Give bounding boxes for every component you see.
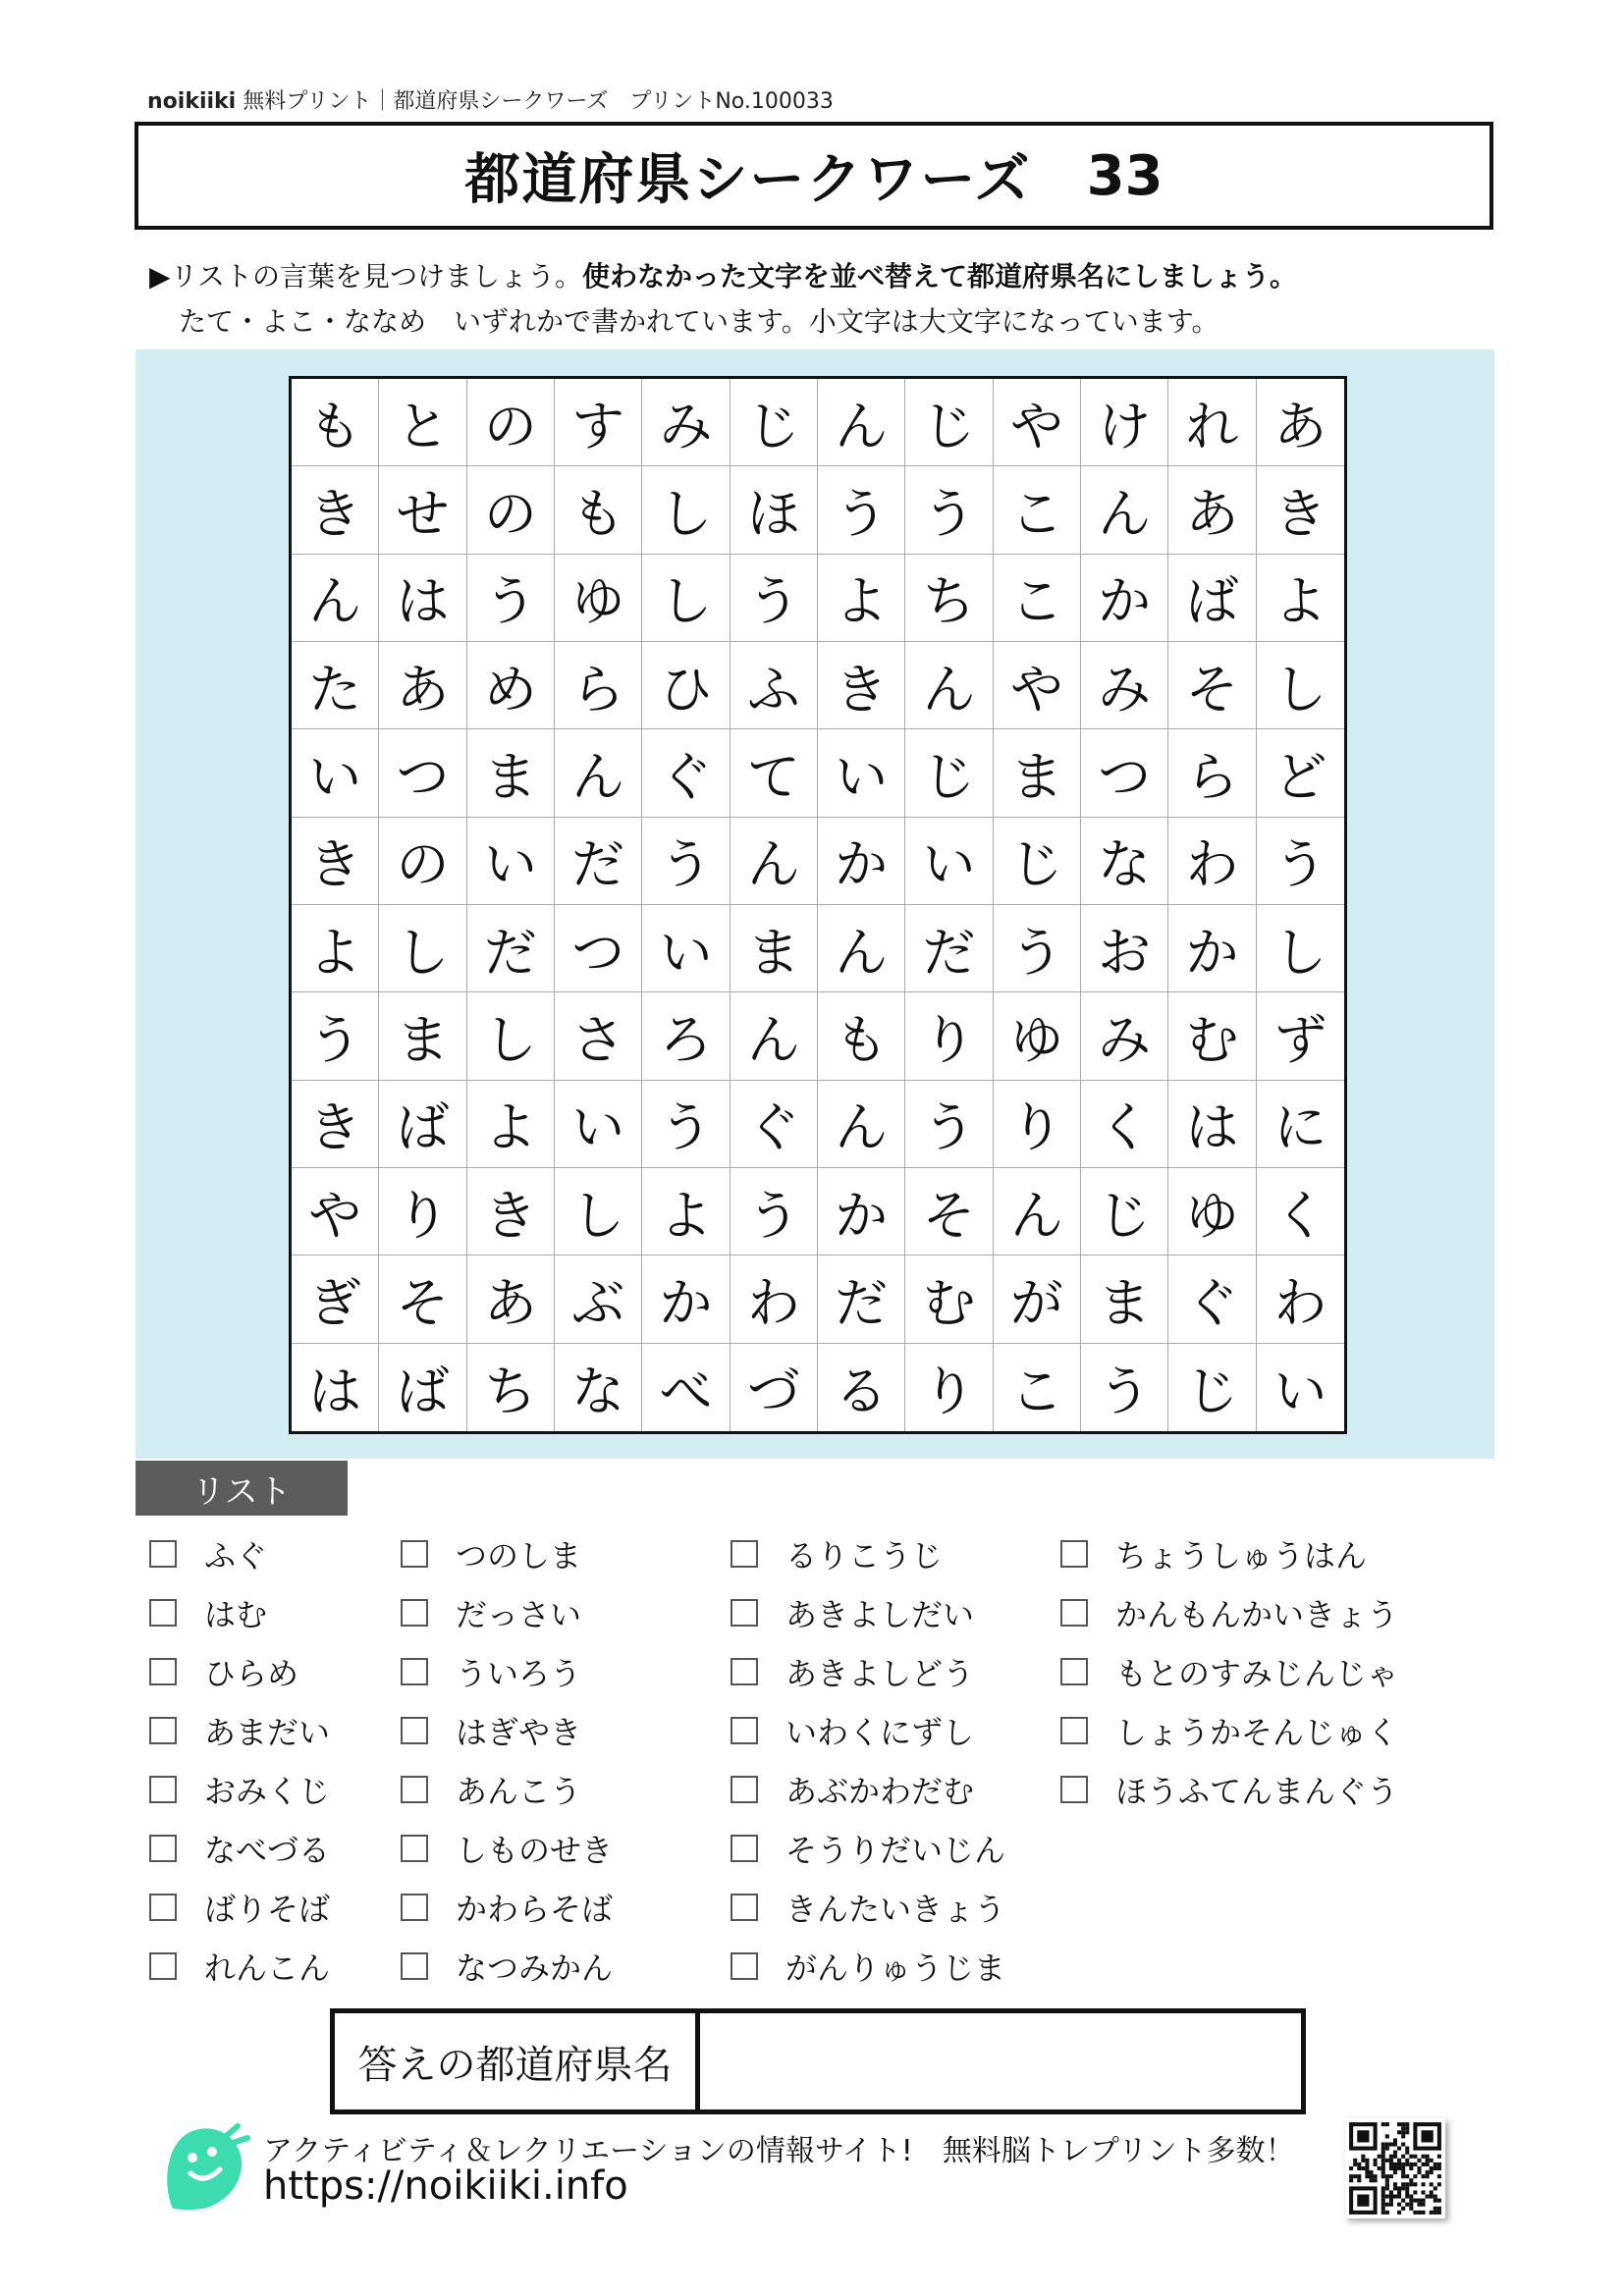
list-item-label: つのしま (456, 1537, 582, 1575)
grid-cell[interactable]: う (994, 905, 1081, 992)
list-item-label: おみくじ (204, 1773, 331, 1810)
grid-cell[interactable]: ぶ (555, 1255, 642, 1343)
list-item (149, 1767, 330, 1812)
list-item-label: もとのすみじんじゃ (1115, 1655, 1399, 1692)
grid-cell[interactable]: く (1257, 1168, 1344, 1255)
grid-cell[interactable]: わ (1168, 818, 1256, 905)
grid-cell[interactable]: も (292, 379, 379, 466)
grid-cell[interactable]: み (642, 379, 730, 466)
grid-cell[interactable]: し (1257, 642, 1344, 729)
grid-cell[interactable]: あ (1168, 466, 1256, 554)
brand-name: noikiiki (147, 89, 237, 114)
grid-cell[interactable]: い (292, 729, 379, 817)
grid-cell[interactable]: ぐ (642, 729, 730, 817)
grid-cell[interactable]: に (1257, 1081, 1344, 1168)
list-item (731, 1767, 974, 1812)
list-label: リスト (135, 1461, 348, 1516)
grid-cell[interactable]: ふ (731, 642, 818, 729)
grid-cell[interactable]: そ (1168, 642, 1256, 729)
grid-cell[interactable]: う (1257, 818, 1344, 905)
page-title: 都道府県シークワーズ (464, 148, 1032, 212)
grid-cell[interactable]: だ (818, 1255, 905, 1343)
grid-cell[interactable]: ぐ (731, 1081, 818, 1168)
list-item (1060, 1649, 1398, 1694)
grid-cell[interactable]: き (818, 642, 905, 729)
grid-cell[interactable]: せ (379, 466, 466, 554)
list-item (149, 1885, 330, 1930)
grid-cell[interactable]: ん (905, 642, 993, 729)
grid-cell[interactable]: う (818, 466, 905, 554)
grid-cell[interactable]: ん (292, 555, 379, 642)
list-item (401, 1767, 581, 1812)
grid-cell[interactable]: く (1081, 1081, 1168, 1168)
list-item (149, 1590, 267, 1635)
checkbox[interactable] (149, 1952, 177, 1980)
grid-cell[interactable]: こ (994, 466, 1081, 554)
print-header (147, 84, 834, 115)
grid-cell[interactable]: こ (994, 1344, 1081, 1431)
grid-cell[interactable]: う (467, 555, 555, 642)
print-subtitle: 無料プリント｜都道府県シークワーズ プリントNo.100033 (243, 89, 834, 114)
grid-cell[interactable]: ぐ (1168, 1255, 1256, 1343)
grid-cell[interactable]: そ (905, 1168, 993, 1255)
answer-box (330, 2008, 1306, 2114)
list-item-label: あまだい (204, 1714, 331, 1751)
grid-cell[interactable]: ば (1168, 555, 1256, 642)
grid-cell[interactable]: ん (731, 818, 818, 905)
list-item-label: ちょうしゅうはん (1115, 1537, 1368, 1575)
grid-cell[interactable]: の (379, 818, 466, 905)
grid-cell[interactable]: ん (818, 379, 905, 466)
checkbox[interactable] (1060, 1540, 1088, 1568)
grid-cell[interactable]: た (292, 642, 379, 729)
grid-cell[interactable]: つ (555, 905, 642, 992)
grid-cell[interactable]: い (467, 818, 555, 905)
grid-cell[interactable]: や (994, 379, 1081, 466)
grid-cell[interactable]: づ (731, 1344, 818, 1431)
checkbox[interactable] (149, 1835, 177, 1862)
grid-cell[interactable]: し (642, 466, 730, 554)
list-item-label: るりこうじ (785, 1537, 944, 1575)
grid-cell[interactable]: ゆ (555, 555, 642, 642)
answer-label: 答えの都道府県名 (335, 2013, 700, 2109)
grid-cell[interactable]: よ (642, 1168, 730, 1255)
grid-cell[interactable]: ろ (642, 992, 730, 1080)
grid-cell[interactable]: も (555, 466, 642, 554)
grid-cell[interactable]: つ (1081, 729, 1168, 817)
grid-cell[interactable]: れ (1168, 379, 1256, 466)
checkbox[interactable] (401, 1717, 428, 1744)
grid-cell[interactable]: な (1081, 818, 1168, 905)
grid-cell[interactable]: じ (1168, 1344, 1256, 1431)
list-item-label: あきよしどう (785, 1655, 975, 1692)
grid-cell[interactable]: け (1081, 379, 1168, 466)
checkbox[interactable] (731, 1894, 758, 1921)
grid-cell[interactable]: き (292, 466, 379, 554)
list-item (731, 1708, 974, 1753)
list-item (1060, 1531, 1367, 1576)
grid-cell[interactable]: り (379, 1168, 466, 1255)
grid-cell[interactable]: ゆ (994, 992, 1081, 1080)
grid-cell[interactable]: は (379, 555, 466, 642)
list-item (731, 1826, 1005, 1871)
grid-cell[interactable]: ま (379, 992, 466, 1080)
grid-cell[interactable]: ら (555, 642, 642, 729)
grid-cell[interactable]: ち (467, 1344, 555, 1431)
grid-cell[interactable]: ら (1168, 729, 1256, 817)
noikiiki-mascot-icon (155, 2118, 253, 2216)
list-item (401, 1826, 613, 1871)
list-item-label: はぎやき (456, 1714, 582, 1751)
grid-cell[interactable]: ま (1081, 1255, 1168, 1343)
grid-cell[interactable]: じ (1081, 1168, 1168, 1255)
grid-cell[interactable]: い (1273, 1360, 1327, 1422)
grid-cell[interactable]: ぎ (292, 1255, 379, 1343)
grid-cell[interactable]: う (642, 818, 730, 905)
list-item-label: れんこん (204, 1949, 331, 1987)
title-box (135, 122, 1493, 230)
grid-cell[interactable]: き (292, 1081, 379, 1168)
list-item-label: ばりそば (204, 1891, 331, 1928)
checkbox[interactable] (731, 1835, 758, 1862)
list-item-label: しょうかそんじゅく (1115, 1714, 1399, 1751)
grid-cell[interactable]: も (818, 992, 905, 1080)
list-item-label: はむ (204, 1596, 268, 1633)
grid-cell[interactable]: ま (467, 729, 555, 817)
grid-cell[interactable]: じ (905, 379, 993, 466)
grid-cell[interactable]: が (994, 1255, 1081, 1343)
grid-cell[interactable]: わ (731, 1255, 818, 1343)
grid-cell[interactable]: の (467, 466, 555, 554)
list-item (401, 1708, 581, 1753)
grid-cell[interactable]: う (642, 1081, 730, 1168)
grid-cell[interactable]: う (1081, 1344, 1168, 1431)
list-item (731, 1531, 943, 1576)
checkbox[interactable] (1060, 1658, 1088, 1685)
grid-cell[interactable]: ち (905, 555, 993, 642)
grid-cell[interactable]: べ (642, 1344, 730, 1431)
list-item-label: だっさい (456, 1596, 582, 1633)
grid-cell[interactable]: そ (379, 1255, 466, 1343)
grid-cell[interactable]: し (642, 555, 730, 642)
checkbox[interactable] (731, 1599, 758, 1627)
list-item (1060, 1590, 1398, 1635)
grid-cell[interactable]: つ (379, 729, 466, 817)
grid-cell[interactable]: み (1081, 992, 1168, 1080)
checkbox[interactable] (731, 1952, 758, 1980)
grid-cell[interactable]: ま (731, 905, 818, 992)
grid-cell[interactable]: だ (905, 905, 993, 992)
grid-cell[interactable]: て (731, 729, 818, 817)
grid-cell[interactable]: お (1081, 905, 1168, 992)
grid-cell[interactable]: り (994, 1081, 1081, 1168)
grid-cell[interactable]: ん (555, 729, 642, 817)
grid-cell[interactable]: し (1257, 905, 1344, 992)
grid-cell[interactable]: ん (731, 992, 818, 1080)
checkbox[interactable] (149, 1776, 177, 1803)
grid-cell[interactable]: む (1168, 992, 1256, 1080)
list-item (731, 1649, 974, 1694)
list-item-label: がんりゅうじま (785, 1949, 1006, 1987)
list-item (149, 1826, 330, 1871)
grid-cell[interactable]: だ (555, 818, 642, 905)
grid-cell[interactable]: む (905, 1255, 993, 1343)
grid-cell[interactable]: だ (467, 905, 555, 992)
grid-cell[interactable]: よ (292, 905, 379, 992)
grid-cell[interactable]: め (467, 642, 555, 729)
list-item-label: かわらそば (456, 1891, 614, 1928)
grid-cell[interactable]: き (292, 818, 379, 905)
grid-cell[interactable]: さ (555, 992, 642, 1080)
grid-cell[interactable]: い (818, 729, 905, 817)
grid-cell[interactable]: う (731, 555, 818, 642)
grid-cell[interactable]: ば (379, 1081, 466, 1168)
grid-cell[interactable]: の (467, 379, 555, 466)
qr-code-icon (1345, 2118, 1445, 2218)
grid-cell[interactable]: し (379, 905, 466, 992)
checkbox[interactable] (731, 1658, 758, 1685)
checkbox[interactable] (731, 1540, 758, 1568)
list-item-label: きんたいきょう (785, 1891, 1006, 1928)
grid-cell[interactable]: ん (818, 905, 905, 992)
grid-cell[interactable]: ど (1257, 729, 1344, 817)
grid-cell[interactable]: ほ (731, 466, 818, 554)
checkbox[interactable] (401, 1599, 428, 1627)
instruction-emphasis: 使わなかった文字を並べ替えて都道府県名にしましょう。 (581, 260, 1297, 293)
grid-cell[interactable]: あ (1257, 379, 1344, 466)
list-item-label: なべづる (204, 1832, 331, 1869)
grid-cell[interactable]: あ (467, 1255, 555, 1343)
grid-cell[interactable]: あ (379, 642, 466, 729)
grid-cell[interactable]: じ (731, 379, 818, 466)
list-item (149, 1649, 298, 1694)
grid-cell[interactable]: う (731, 1168, 818, 1255)
list-item (401, 1944, 613, 1989)
grid-cell[interactable]: ん (818, 1081, 905, 1168)
grid-cell[interactable]: う (905, 466, 993, 554)
checkbox[interactable] (1060, 1599, 1088, 1627)
list-item-label: なつみかん (456, 1949, 614, 1987)
checkbox[interactable] (149, 1717, 177, 1744)
list-item-label: かんもんかいきょう (1115, 1596, 1399, 1633)
grid-cell[interactable]: い (905, 818, 993, 905)
checkbox[interactable] (401, 1952, 428, 1980)
grid-cell[interactable]: じ (905, 729, 993, 817)
grid-cell[interactable]: よ (467, 1081, 555, 1168)
grid-cell[interactable]: ば (379, 1344, 466, 1431)
grid-cell[interactable]: か (642, 1255, 730, 1343)
checkbox[interactable] (149, 1540, 177, 1568)
grid-cell[interactable]: ん (994, 1168, 1081, 1255)
grid-cell[interactable]: じ (994, 818, 1081, 905)
grid-cell[interactable]: わ (1257, 1255, 1344, 1343)
list-item-label: ほうふてんまんぐう (1115, 1773, 1399, 1810)
instruction-line-1 (149, 255, 1297, 294)
grid-cell[interactable]: ず (1257, 992, 1344, 1080)
grid-cell[interactable]: し (467, 992, 555, 1080)
list-item (731, 1885, 1005, 1930)
grid-cell[interactable]: い (642, 905, 730, 992)
grid-cell[interactable]: よ (1257, 555, 1344, 642)
grid-cell[interactable]: し (555, 1168, 642, 1255)
checkbox[interactable] (401, 1776, 428, 1803)
grid-cell[interactable]: は (292, 1344, 379, 1431)
footer-url[interactable]: https://noikiiki.info (263, 2163, 628, 2209)
grid-cell[interactable]: か (1081, 555, 1168, 642)
grid-cell[interactable]: う (292, 992, 379, 1080)
grid-cell[interactable]: は (1168, 1081, 1256, 1168)
checkbox[interactable] (149, 1658, 177, 1685)
checkbox[interactable] (731, 1717, 758, 1744)
list-item (401, 1590, 581, 1635)
list-item-label: そうりだいじん (785, 1832, 1006, 1869)
list-item-label: いわくにずし (785, 1714, 975, 1751)
checkbox[interactable] (401, 1658, 428, 1685)
grid-cell[interactable]: や (994, 642, 1081, 729)
checkbox[interactable] (401, 1894, 428, 1921)
list-item-label: ひらめ (204, 1655, 299, 1692)
grid-cell[interactable]: と (379, 379, 466, 466)
grid-cell[interactable]: ま (994, 729, 1081, 817)
print-number: 33 (1086, 143, 1164, 208)
grid-cell[interactable]: か (818, 818, 905, 905)
list-item (1060, 1767, 1398, 1812)
grid-cell[interactable]: ゆ (1168, 1168, 1256, 1255)
checkbox[interactable] (401, 1835, 428, 1862)
grid-cell[interactable]: こ (994, 555, 1081, 642)
checkbox[interactable] (1060, 1717, 1088, 1744)
grid-cell[interactable]: き (467, 1168, 555, 1255)
list-item (731, 1590, 974, 1635)
list-item (731, 1944, 1005, 1989)
list-item (149, 1708, 330, 1753)
grid-cell[interactable]: る (818, 1344, 905, 1431)
grid-cell[interactable]: り (905, 1344, 993, 1431)
list-item-label: ふぐ (204, 1537, 268, 1575)
grid-cell[interactable]: な (555, 1344, 642, 1431)
list-item (149, 1944, 330, 1989)
list-item (401, 1531, 581, 1576)
list-item (401, 1885, 613, 1930)
checkbox[interactable] (731, 1776, 758, 1803)
checkbox[interactable] (149, 1894, 177, 1921)
grid-cell[interactable]: き (1257, 466, 1344, 554)
grid-cell[interactable]: ん (1081, 466, 1168, 554)
grid-cell[interactable]: よ (818, 555, 905, 642)
grid-cell[interactable]: か (818, 1168, 905, 1255)
list-item-label: ういろう (456, 1655, 582, 1692)
checkbox[interactable] (149, 1599, 177, 1627)
grid-cell[interactable]: う (905, 1081, 993, 1168)
list-item-label: しものせき (456, 1832, 614, 1869)
grid-cell[interactable]: り (905, 992, 993, 1080)
grid-cell[interactable]: す (555, 379, 642, 466)
grid-cell[interactable]: ひ (642, 642, 730, 729)
answer-field[interactable] (700, 2013, 1301, 2109)
list-item (401, 1649, 581, 1694)
checkbox[interactable] (401, 1540, 428, 1568)
list-item-label: あきよしだい (785, 1596, 975, 1633)
list-item-label: あんこう (456, 1773, 582, 1810)
list-item-label: あぶかわだむ (785, 1773, 975, 1810)
instruction-line-2: たて・よこ・ななめ いずれかで書かれています。小文字は大文字になっています。 (179, 305, 1219, 338)
grid-cell[interactable]: か (1168, 905, 1256, 992)
grid-cell[interactable]: み (1081, 642, 1168, 729)
instruction-text: ▶リストの言葉を見つけましょう。 (149, 260, 582, 293)
footer-tagline: アクティビティ＆レクリエーションの情報サイト! 無料脳トレプリント多数！ (263, 2134, 1295, 2168)
list-item (149, 1531, 267, 1576)
grid-cell[interactable]: や (292, 1168, 379, 1255)
list-item (1060, 1708, 1398, 1753)
checkbox[interactable] (1060, 1776, 1088, 1803)
word-search-grid (289, 376, 1347, 1434)
grid-cell[interactable]: い (555, 1081, 642, 1168)
